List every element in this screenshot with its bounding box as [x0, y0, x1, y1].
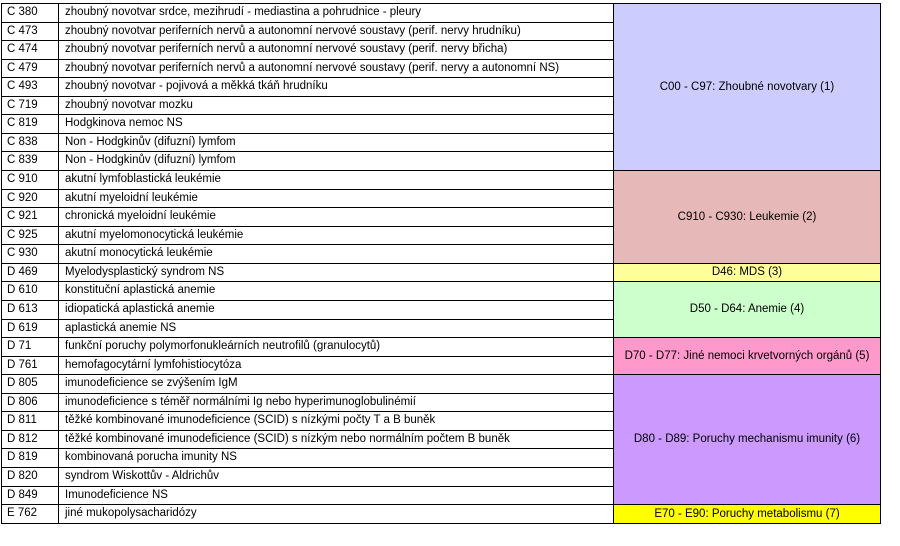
row-code: D 811 — [1, 411, 58, 430]
row-code: D 806 — [1, 393, 58, 411]
row-code: D 805 — [1, 374, 58, 393]
row-code: C 493 — [1, 77, 58, 96]
group-label: D46: MDS (3) — [613, 263, 881, 282]
row-description: zhoubný novotvar mozku — [58, 96, 614, 114]
group-label: C910 - C930: Leukemie (2) — [613, 170, 881, 264]
row-description: zhoubný novotvar periferních nervů a autonomní nervové soustavy (perif. nervy hrudníku) — [58, 22, 614, 40]
row-code: E 762 — [1, 504, 58, 523]
row-description: těžké kombinované imunodeficience (SCID) s nízkými počty T a B buněk — [58, 411, 614, 430]
row-code: C 474 — [1, 40, 58, 59]
row-code: D 610 — [1, 281, 58, 300]
row-description: zhoubný novotvar periferních nervů a autonomní nervové soustavy (perif. nervy břicha) — [58, 40, 614, 59]
row-code: C 925 — [1, 226, 58, 244]
row-code: C 921 — [1, 207, 58, 226]
row-code: C 920 — [1, 189, 58, 207]
row-description: chronická myeloidní leukémie — [58, 207, 614, 226]
row-description: jiné mukopolysacharidózy — [58, 504, 614, 523]
row-description: zhoubný novotvar - pojivová a měkká tkáň hrudníku — [58, 77, 614, 96]
row-description: akutní monocytická leukémie — [58, 244, 614, 263]
row-description: kombinovaná porucha imunity NS — [58, 448, 614, 467]
row-code: C 910 — [1, 170, 58, 189]
group-label: D50 - D64: Anemie (4) — [613, 281, 881, 338]
row-code: D 613 — [1, 300, 58, 319]
row-description: akutní myelomonocytická leukémie — [58, 226, 614, 244]
row-code: C 930 — [1, 244, 58, 263]
row-description: syndrom Wiskottův - Aldrichův — [58, 467, 614, 486]
row-description: aplastická anemie NS — [58, 319, 614, 337]
group-label: D70 - D77: Jiné nemoci krvetvorných orgánů (5) — [613, 337, 881, 375]
group-label: D80 - D89: Poruchy mechanismu imunity (6) — [613, 374, 881, 505]
row-code: C 719 — [1, 96, 58, 114]
row-description: Non - Hodgkinův (difuzní) lymfom — [58, 133, 614, 151]
row-code: D 812 — [1, 430, 58, 448]
row-description: idiopatická aplastická anemie — [58, 300, 614, 319]
row-code: C 479 — [1, 59, 58, 77]
row-description: akutní myeloidní leukémie — [58, 189, 614, 207]
row-code: D 619 — [1, 319, 58, 337]
row-description: imunodeficience s téměř normálními Ig nebo hyperimunoglobulinémií — [58, 393, 614, 411]
row-description: akutní lymfoblastická leukémie — [58, 170, 614, 189]
row-code: D 761 — [1, 356, 58, 374]
row-description: konstituční aplastická anemie — [58, 281, 614, 300]
row-description: těžké kombinované imunodeficience (SCID) s nízkým nebo normálním počtem B buněk — [58, 430, 614, 448]
row-code: D 469 — [1, 263, 58, 281]
row-code: C 819 — [1, 114, 58, 133]
row-code: C 380 — [1, 3, 58, 22]
row-code: C 839 — [1, 151, 58, 170]
row-description: hemofagocytární lymfohistiocytóza — [58, 356, 614, 374]
group-label: C00 - C97: Zhoubné novotvary (1) — [613, 3, 881, 171]
row-description: Hodgkinova nemoc NS — [58, 114, 614, 133]
row-description: zhoubný novotvar periferních nervů a autonomní nervové soustavy (perif. nervy a autonomní NS) — [58, 59, 614, 77]
row-description: imunodeficience se zvýšením IgM — [58, 374, 614, 393]
row-description: Myelodysplastický syndrom NS — [58, 263, 614, 281]
row-description: Non - Hodgkinův (difuzní) lymfom — [58, 151, 614, 170]
group-label: E70 - E90: Poruchy metabolismu (7) — [613, 504, 881, 524]
row-code: C 838 — [1, 133, 58, 151]
row-code: D 820 — [1, 467, 58, 486]
row-description: Imunodeficience NS — [58, 486, 614, 504]
row-description: zhoubný novotvar srdce, mezihrudí - mediastina a pohrudnice - pleury — [58, 3, 614, 22]
row-code: D 71 — [1, 337, 58, 356]
row-code: D 849 — [1, 486, 58, 504]
table-bottom-border — [1, 523, 614, 524]
row-code: C 473 — [1, 22, 58, 40]
row-code: D 819 — [1, 448, 58, 467]
row-description: funkční poruchy polymorfonukleárních neutrofilů (granulocytů) — [58, 337, 614, 356]
